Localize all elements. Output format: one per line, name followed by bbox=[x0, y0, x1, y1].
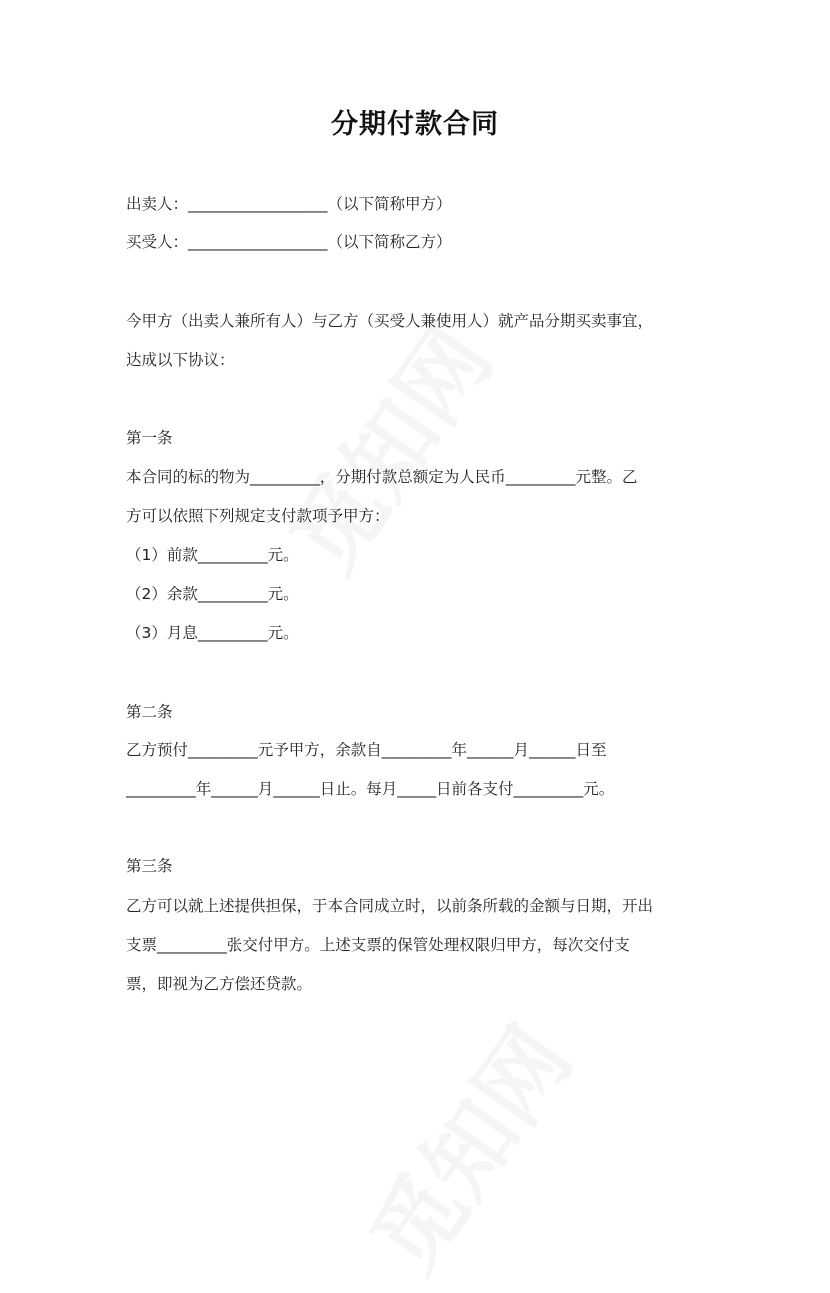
article3-heading: 第三条 bbox=[126, 857, 173, 875]
article1-line: 本合同的标的物为_________，分期付款总额定为人民币_________元整。乙 bbox=[126, 468, 638, 486]
preamble-line: 今甲方（出卖人兼所有人）与乙方（买受人兼使用人）就产品分期买卖事宜， bbox=[126, 312, 654, 330]
buyer-line: 买受人：__________________（以下简称乙方） bbox=[126, 233, 452, 251]
article2-line: _________年______月______日止。每月_____日前各支付_________元。 bbox=[126, 780, 615, 798]
watermark bbox=[334, 997, 595, 1293]
article1-item: （2）余款_________元。 bbox=[126, 585, 299, 603]
article3-line: 支票_________张交付甲方。上述支票的保管处理权限归甲方，每次交付支 bbox=[126, 936, 630, 954]
article2-heading: 第二条 bbox=[126, 703, 173, 721]
document-title: 分期付款合同 bbox=[331, 109, 499, 140]
seller-line: 出卖人：__________________（以下简称甲方） bbox=[126, 195, 452, 213]
article3-line: 乙方可以就上述提供担保，于本合同成立时，以前条所载的金额与日期，开出 bbox=[126, 897, 654, 915]
article2-line: 乙方预付_________元予甲方，余款自_________年______月______日至 bbox=[126, 741, 607, 759]
article1-heading: 第一条 bbox=[126, 429, 173, 447]
article1-line: 方可以依照下列规定支付款项予甲方： bbox=[126, 507, 390, 525]
preamble-line: 达成以下协议： bbox=[126, 351, 235, 369]
article3-line: 票，即视为乙方偿还贷款。 bbox=[126, 975, 313, 993]
article1-item: （1）前款_________元。 bbox=[126, 546, 299, 564]
article1-item: （3）月息_________元。 bbox=[126, 624, 299, 642]
